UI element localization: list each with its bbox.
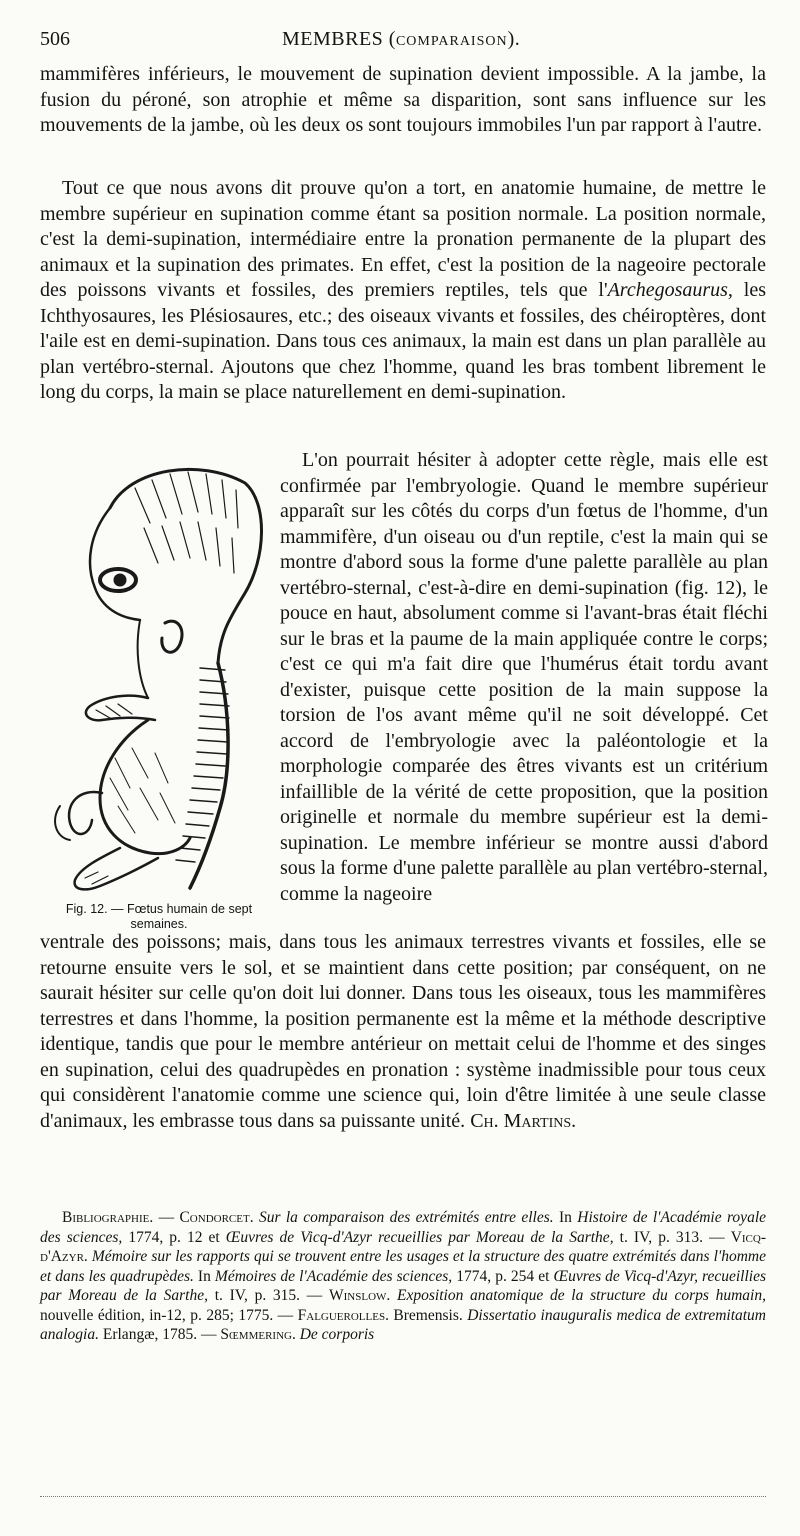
paragraph-2-part-a: Tout ce que nous avons dit prouve qu'on a tort, en anatomie humaine, de mettre le membre supérieur en supination comme étant sa position normale. La position normale, c'est la demi-supination, intermédiaire entre la pronation permanente de la plupart des animaux et la supination des primates. En effet, c'est la position de la nageoire pectorale des poissons vivants et fossiles, des premiers reptiles, tels que l' (40, 177, 766, 301)
paragraph-1: mammifères inférieurs, le mouvement de supination devient impossible. A la jambe, la fusion du péroné, son atrophie et même sa disparition, sont sans influence sur les mouvements de la jambe, où les deux os sont toujours immobiles l'un par rapport à l'autre. (40, 63, 766, 136)
face-outline (90, 508, 140, 620)
running-title-main: MEMBRES ( (282, 28, 396, 50)
biblio-title-4: Mémoire sur les rapports qui se trouvent entre les usages et la structure des quatre extrémités dans l'homme et dans les quadrupèdes. (40, 1248, 766, 1285)
arm-palette (86, 696, 155, 721)
umbilical-cord (69, 792, 102, 834)
head-outline (110, 469, 262, 663)
biblio-title-1: Sur la comparaison des extrémités entre elles. (258, 1209, 554, 1226)
running-title (282, 28, 520, 51)
biblio-title-7: Exposition anatomique de la structure du corps humain, (397, 1287, 766, 1304)
fetus-illustration (40, 448, 272, 918)
biblio-text-2: 1774, p. 12 et (122, 1228, 226, 1246)
cord-loop (55, 806, 70, 840)
biblio-text-3: t. IV, p. 313. — (613, 1228, 731, 1246)
biblio-text-7: nouvelle édition, in-12, p. 285; 1775. — (40, 1306, 298, 1324)
author-vicq-dazyr: Vicq-d'Azyr. (40, 1228, 766, 1265)
biblio-title-3: Œuvres de Vicq-d'Azyr recueillies par Moreau de la Sarthe, (225, 1228, 614, 1246)
bibliography: Bibliographie. — Condorcet. Sur la comparaison des extrémités entre elles. In Histoire de l'Académie royale des sciences, 1774, p. 12 et Œuvres de Vicq-d'Azyr recueillies par Moreau de la Sarthe, t. IV, p. 313. — Vicq-d'Azyr. Mémoire sur les rapports qui se trouvent entre les usages et la structure des quatre extrémités dans l'homme et dans les quadrupèdes. In Mémoires de l'Académie des sciences, 1774, p. 254 et Œuvres de Vicq-d'Azyr, recueillies par Moreau de la Sarthe, t. IV, p. 315. — Winslow. Exposition anatomique de la structure du corps humain, nouvelle édition, in-12, p. 285; 1775. — Falguerolles. Bremensis. Dissertatio inauguralis medica de extremitatum analogia. Erlangæ, 1785. — Sœmmering. De corporis (40, 1209, 767, 1343)
figure-caption: Fig. 12. — Fœtus humain de sept semaines. (65, 902, 253, 931)
page-header (40, 28, 766, 58)
biblio-title-9: De corporis (299, 1326, 375, 1343)
neck-outline (138, 620, 148, 698)
belly-hatching (110, 748, 175, 833)
biblio-title-8: Dissertatio inauguralis medica de extremitatum analogia. (40, 1306, 767, 1343)
ear (162, 621, 182, 652)
biblio-title-2: Histoire de l'Académie royale des sciences, (40, 1209, 767, 1246)
archegosaurus-italic: Archegosaurus, (607, 279, 733, 301)
paragraph-2 (40, 176, 766, 406)
biblio-text-8: Bremensis. (388, 1306, 468, 1324)
footer-dotted-rule (40, 1496, 766, 1499)
head-hatching (135, 472, 238, 573)
foot-hatching (85, 872, 108, 884)
biblio-text-1: In (553, 1209, 578, 1226)
author-winslow: Winslow. (329, 1287, 391, 1304)
running-title-end: ). (507, 28, 521, 50)
paragraph-2-part-b: les Ichthyosaures, les Plésiosaures, etc.; des oiseaux vivants et fossiles, des chéiroptères, dont l'aile est en demi-supination. Dans tous ces animaux, la main est dans un plan parallèle au plan vertébro-sternal. Ajoutons que chez l'homme, quand les bras tombent librement le long du corps, la main se place naturellement en demi-supination. (40, 279, 767, 403)
bibliography-label: Bibliographie. (62, 1209, 154, 1226)
hand-hatching (96, 704, 132, 718)
biblio-text-4: In (193, 1267, 215, 1285)
spine-hatching (176, 668, 229, 862)
leg-palette (75, 848, 158, 889)
biblio-title-5: Mémoires de l'Académie des sciences, (214, 1267, 453, 1285)
author-condorcet: Condorcet. (179, 1209, 254, 1226)
running-title-smallcaps: COMPARAISON (395, 34, 508, 49)
author-soemmering: Sœmmering. (220, 1326, 296, 1343)
fetus-engraving (40, 448, 272, 898)
paragraph-3-continued-text: ventrale des poissons; mais, dans tous les animaux terrestres vivants et fossiles, elle se retourne ensuite vers le sol, et se maintient dans cette position; par conséquent, on ne saurait hésiter sur celle qu'on doit lui donner. Dans tous les oiseaux, tous les mammifères terrestres et dans l'homme, la position permanente est la même et la méthode descriptive identique, tandis que pour le membre antérieur on mettait celui de l'homme et des singes en supination, celui des quadrupèdes en pronation : système inadmissible pour tous ceux qui considèrent l'anatomie comme une science qui, loin d'être limitée à une seule classe d'animaux, les embrasse tous dans sa puissante unité. (40, 931, 766, 1132)
biblio-text-6: t. IV, p. 315. — (207, 1287, 329, 1304)
belly-outline (100, 720, 190, 854)
biblio-text-5: 1774, p. 254 et (452, 1267, 554, 1285)
biblio-text-9: Erlangæ, 1785. — (99, 1326, 221, 1343)
author-falguerolles: Falguerolles. (297, 1306, 389, 1324)
paragraph-3-wrapped: L'on pourrait hésiter à adopter cette règle, mais elle est confirmée par l'embryologie. Quand le membre supérieur apparaît sur les côtés du corps d'un fœtus de l'homme, d'un mammifère, d'un oiseau ou d'un reptile, c'est la main qui se montre d'abord sous la forme d'une palette parallèle au plan vertébro-sternal, c'est-à-dire en demi-supination (fig. 12), le pouce en haut, absolument comme si l'avant-bras était fléchi sur le bras et la paume de la main appliquée contre le corps; c'est ce qui m'a fait dire que l'humérus était tordu avant d'exister, puisque cette position de la main suppose la torsion de l'os avant même qu'il ne soit développé. Cet accord de l'embryologie avec la paléontologie et la morphologie comparée des êtres vivants est un critérium infaillible de la vérité de cette proposition, que la position originelle et normale du membre supérieur est la demi-supination. Le membre inférieur se montre aussi d'abord sous la forme d'une palette parallèle au plan vertébro-sternal, comme la nageoire (280, 449, 768, 905)
page-number: 506 (40, 28, 70, 50)
author-signature: Ch. Martins. (470, 1109, 577, 1132)
paragraph-3-continued (40, 930, 766, 1134)
biblio-title-6: Œuvres de Vicq-d'Azyr, recueillies par Moreau de la Sarthe, (40, 1267, 766, 1304)
pupil (114, 574, 126, 586)
